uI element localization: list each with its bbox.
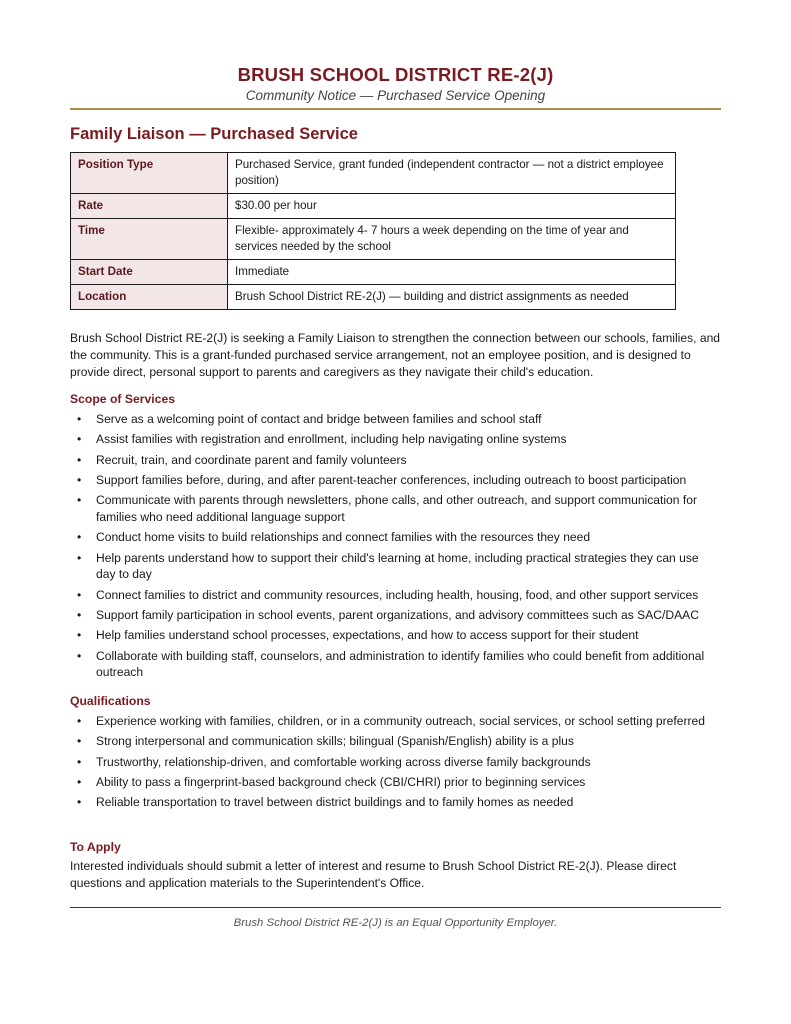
list-item: • Connect families to district and community resources, including health, housing, food, and other support services bbox=[70, 587, 721, 604]
scope-list bbox=[70, 411, 721, 685]
footer-divider bbox=[70, 907, 721, 908]
row-value: Immediate bbox=[228, 260, 676, 285]
list-item: • Help parents understand how to support their child's learning at home, including practical strategies they can use day to day bbox=[70, 550, 721, 584]
table-row bbox=[71, 219, 676, 260]
list-item: • Experience working with families, children, or in a community outreach, social services, or school setting preferred bbox=[70, 713, 721, 730]
table-row bbox=[71, 153, 676, 194]
row-label: Rate bbox=[71, 194, 228, 219]
table-row bbox=[71, 260, 676, 285]
row-value: Brush School District RE-2(J) — building and district assignments as needed bbox=[228, 285, 676, 310]
list-item: • Collaborate with building staff, counselors, and administration to identify families who could benefit from additional outreach bbox=[70, 648, 721, 682]
list-item: • Reliable transportation to travel between district buildings and to family homes as needed bbox=[70, 794, 721, 811]
row-value: $30.00 per hour bbox=[228, 194, 676, 219]
list-item: • Support families before, during, and after parent-teacher conferences, including outreach to boost participation bbox=[70, 472, 721, 489]
qualifications-list bbox=[70, 713, 721, 814]
row-label: Location bbox=[71, 285, 228, 310]
list-item: • Strong interpersonal and communication skills; bilingual (Spanish/English) ability is a plus bbox=[70, 733, 721, 750]
list-item: • Assist families with registration and enrollment, including help navigating online systems bbox=[70, 431, 721, 448]
intro-paragraph: Brush School District RE-2(J) is seeking a Family Liaison to strengthen the connection between our schools, families, and the community. This is a grant-funded purchased service arrangement, not an employee position, and is designed to provide direct, personal support to parents and caregivers as they navigate their child's education. bbox=[70, 331, 721, 379]
row-label: Time bbox=[71, 219, 228, 260]
position-info-table bbox=[70, 152, 676, 310]
row-value: Purchased Service, grant funded (independent contractor — not a district employee position) bbox=[228, 153, 676, 194]
document-header bbox=[70, 63, 721, 105]
list-item: • Trustworthy, relationship-driven, and comfortable working across diverse family backgrounds bbox=[70, 754, 721, 771]
table-row bbox=[71, 285, 676, 310]
list-item: • Support family participation in school events, parent organizations, and advisory committees such as SAC/DAAC bbox=[70, 607, 721, 624]
row-label: Start Date bbox=[71, 260, 228, 285]
table-row bbox=[71, 194, 676, 219]
apply-heading: To Apply bbox=[70, 840, 121, 854]
list-item: • Help families understand school processes, expectations, and how to access support for their student bbox=[70, 627, 721, 644]
apply-paragraph: Interested individuals should submit a letter of interest and resume to Brush School District RE-2(J). Please direct questions and application materials to the Superintendent's Office. bbox=[70, 859, 677, 890]
scope-heading: Scope of Services bbox=[70, 392, 175, 406]
list-item: • Serve as a welcoming point of contact and bridge between families and school staff bbox=[70, 411, 721, 428]
position-title: Family Liaison — Purchased Service bbox=[70, 125, 358, 143]
notice-subtitle: Community Notice — Purchased Service Opening bbox=[245, 88, 546, 103]
row-label: Position Type bbox=[71, 153, 228, 194]
header-divider bbox=[70, 108, 721, 110]
list-item: • Recruit, train, and coordinate parent and family volunteers bbox=[70, 452, 721, 469]
qualifications-heading: Qualifications bbox=[70, 694, 151, 708]
row-value: Flexible- approximately 4- 7 hours a week depending on the time of year and services needed by the school bbox=[228, 219, 676, 260]
list-item: • Ability to pass a fingerprint-based background check (CBI/CHRI) prior to beginning services bbox=[70, 774, 721, 791]
list-item: • Communicate with parents through newsletters, phone calls, and other outreach, and support communication for families who need additional language support bbox=[70, 492, 721, 526]
district-title: BRUSH SCHOOL DISTRICT RE-2(J) bbox=[237, 64, 554, 85]
eeo-footer: Brush School District RE-2(J) is an Equal Opportunity Employer. bbox=[233, 917, 558, 929]
list-item: • Conduct home visits to build relationships and connect families with the resources they need bbox=[70, 529, 721, 546]
